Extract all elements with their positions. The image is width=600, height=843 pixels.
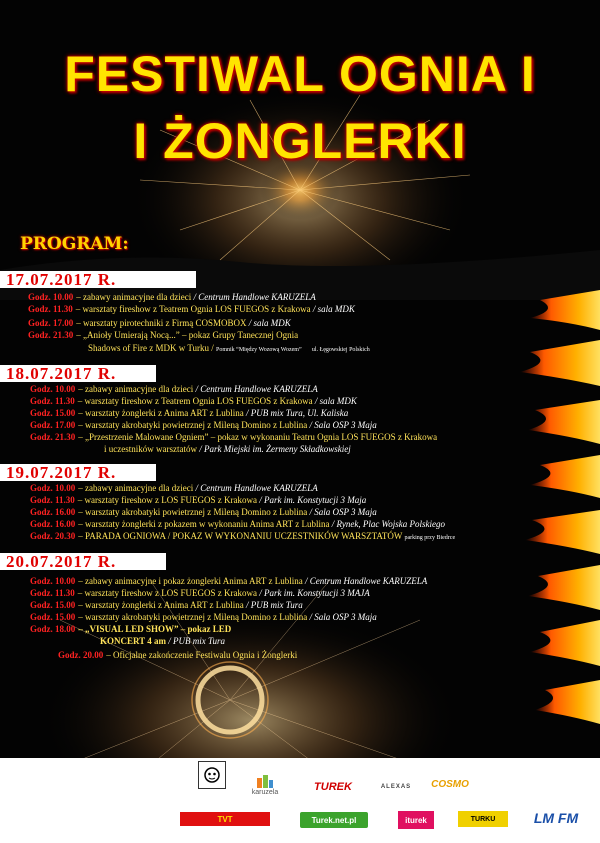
mdk-logo — [198, 761, 226, 789]
event-desc: – zabawy animacyjne dla dzieci — [78, 384, 194, 394]
event-desc: KONCERT 4 am — [100, 636, 167, 646]
event-row — [30, 519, 445, 530]
echo-turku-logo: TURKU — [458, 811, 508, 827]
event-row — [28, 318, 291, 329]
event-desc: – zabawy animacyjne dla dzieci — [78, 483, 194, 493]
event-time: Godz. 16.00 — [30, 507, 76, 517]
event-location: / PUB mix Tura, Ul. Kaliska — [246, 408, 349, 418]
event-time: Godz. 10.00 — [30, 576, 76, 586]
event-row — [30, 588, 370, 599]
event-desc: – warsztaty akrobatyki powietrznej z Mileną Domino z Lublina — [78, 612, 308, 622]
event-row — [30, 624, 231, 635]
event-location: / Centrum Handlowe KARUZELA — [195, 384, 318, 394]
event-time: Godz. 20.30 — [30, 531, 76, 541]
event-desc: – warsztaty akrobatyki powietrznej z Mileną Domino z Lublina — [78, 507, 308, 517]
event-time: Godz. 15.00 — [30, 612, 76, 622]
event-time: Godz. 17.00 — [30, 420, 76, 430]
event-time: Godz. 11.30 — [30, 588, 75, 598]
event-location-small: Pomnik “Między Wozową Wozem” — [216, 347, 302, 353]
event-desc: – warsztaty fireshow z Teatrem Ognia LOS FUEGOS z Krakowa — [77, 396, 313, 406]
event-desc: – warsztaty żonglerki z pokazem w wykonaniu Anima ART z Lublina — [78, 519, 330, 529]
event-time: Godz. 11.30 — [30, 396, 75, 406]
event-location: / PUB mix Tura — [246, 600, 303, 610]
event-desc: i uczestników warsztatów — [104, 444, 197, 454]
event-time: Godz. 15.00 — [30, 408, 76, 418]
event-row-continuation — [88, 343, 370, 356]
event-location: / Rynek, Plac Wojska Polskiego — [331, 519, 445, 529]
event-location: / Park im. Konstytucji 3 MAJA — [259, 588, 370, 598]
event-desc: – Oficjalne zakończenie Festiwalu Ognia i Żonglerki — [106, 650, 298, 660]
event-time: Godz. 21.30 — [28, 330, 74, 340]
lm-fm-logo: LM FM — [533, 810, 579, 826]
day-1-date: 17.07.2017 R. — [0, 271, 196, 288]
event-time: Godz. 10.00 — [30, 483, 76, 493]
event-location: / Centrum Handlowe KARUZELA — [195, 483, 318, 493]
event-time: Godz. 10.00 — [30, 384, 76, 394]
event-row-continuation — [100, 636, 225, 647]
sponsors-label: SPONSORZY I WSPÓŁORGANIZATORZY: — [8, 787, 199, 797]
event-row — [30, 396, 357, 407]
event-row — [30, 612, 377, 623]
event-location-small: ul. Łęgowskiej Polskich — [311, 347, 370, 353]
day-3-date: 19.07.2017 R. — [0, 464, 156, 481]
event-location: / PUB mix Tura — [168, 636, 226, 646]
alexas-logo: ALEXAS — [380, 784, 412, 790]
event-row — [30, 432, 437, 443]
event-desc: – „Anioły Umierają Nocą...” – pokaz Grupy Tanecznej Ognia — [76, 330, 299, 340]
event-row — [30, 408, 348, 419]
event-row — [28, 304, 355, 315]
event-location: / Park Miejski im. Żermeny Składkowskiej — [199, 444, 351, 454]
event-desc: – warsztaty akrobatyki powietrznej z Mileną Domino z Lublina — [78, 420, 308, 430]
event-time: Godz. 16.00 — [30, 519, 76, 529]
event-row — [28, 330, 298, 341]
event-row — [30, 600, 303, 611]
event-time: Godz. 18.00 — [30, 624, 76, 634]
event-desc: – warsztaty żonglerki z Anima ART z Lublina — [78, 408, 244, 418]
karuzela-mark-icon — [256, 775, 274, 789]
turek-logo: TUREK — [314, 781, 352, 793]
event-row — [30, 483, 318, 494]
event-time: Godz. 15.00 — [30, 600, 76, 610]
mask-icon — [203, 766, 221, 784]
event-row — [30, 420, 377, 431]
event-desc: – zabawy animacyjne dla dzieci — [76, 292, 192, 302]
karuzela-logo: karuzela — [240, 772, 290, 798]
turek-net-logo: Turek.net.pl — [300, 812, 368, 828]
event-time: Godz. 17.00 — [28, 318, 74, 328]
event-desc: – zabawy animacyjne i pokaz żonglerki Anima ART z Lublina — [78, 576, 303, 586]
event-location: / sala MDK — [314, 396, 357, 406]
event-desc: – warsztaty fireshow z Teatrem Ognia LOS FUEGOS z Krakowa — [75, 304, 311, 314]
cosmobox-logo: COSMO — [431, 778, 469, 790]
event-desc: – warsztaty pirotechniki z Firmą COSMOBOX — [76, 318, 247, 328]
iturek-logo: iturek — [398, 811, 434, 829]
event-row — [30, 507, 377, 518]
event-location: / sala MDK — [312, 304, 355, 314]
event-location-small: parking przy Biedrce — [404, 535, 456, 541]
event-row — [30, 495, 366, 506]
patron-label: PATRONAT NAD IMPREZĄ OBJĘLI: — [8, 817, 169, 827]
event-location: / Centrum Handlowe KARUZELA — [305, 576, 428, 586]
event-row — [30, 531, 455, 544]
tvt-logo: TVT — [180, 812, 270, 826]
event-row-continuation — [104, 444, 351, 455]
event-desc: – „VISUAL LED SHOW” – pokaz LED — [78, 624, 232, 634]
event-time: Godz. 10.00 — [28, 292, 74, 302]
day-4-date: 20.07.2017 R. — [0, 553, 166, 570]
title-line-1: FESTIWAL OGNIA I — [64, 46, 536, 102]
event-location: / Park im. Konstytucji 3 Maja — [259, 495, 367, 505]
event-row — [30, 384, 318, 395]
event-location: / Sala OSP 3 Maja — [309, 612, 377, 622]
event-row — [30, 576, 427, 587]
event-location: / sala MDK — [248, 318, 291, 328]
title-line-2: I ŻONGLERKI — [133, 113, 467, 169]
event-desc: – warsztaty fireshow z LOS FUEGOS z Krakowa — [77, 588, 257, 598]
event-desc: – PARADA OGNIOWA / POKAZ W WYKONANIU UCZESTNIKÓW WARSZTATÓW — [78, 531, 403, 541]
program-heading: PROGRAM: — [20, 234, 129, 254]
event-time: Godz. 11.30 — [30, 495, 75, 505]
event-row — [28, 292, 316, 303]
event-desc: – warsztaty fireshow z LOS FUEGOS z Krakowa — [77, 495, 257, 505]
event-location: / Centrum Handlowe KARUZELA — [193, 292, 316, 302]
event-desc: Shadows of Fire z MDK w Turku / — [88, 343, 214, 353]
event-location: / Sala OSP 3 Maja — [309, 507, 377, 517]
event-desc: – warsztaty żonglerki z Anima ART z Lublina — [78, 600, 244, 610]
day-2-date: 18.07.2017 R. — [0, 365, 156, 382]
event-time: Godz. 21.30 — [30, 432, 76, 442]
event-row — [58, 650, 297, 661]
event-location: / Sala OSP 3 Maja — [309, 420, 377, 430]
event-time: Godz. 20.00 — [58, 650, 104, 660]
event-desc: – „Przestrzenie Malowane Ogniem” – pokaz w wykonaniu Teatru Ognia LOS FUEGOS z Krakowa — [78, 432, 438, 442]
event-time: Godz. 11.30 — [28, 304, 73, 314]
